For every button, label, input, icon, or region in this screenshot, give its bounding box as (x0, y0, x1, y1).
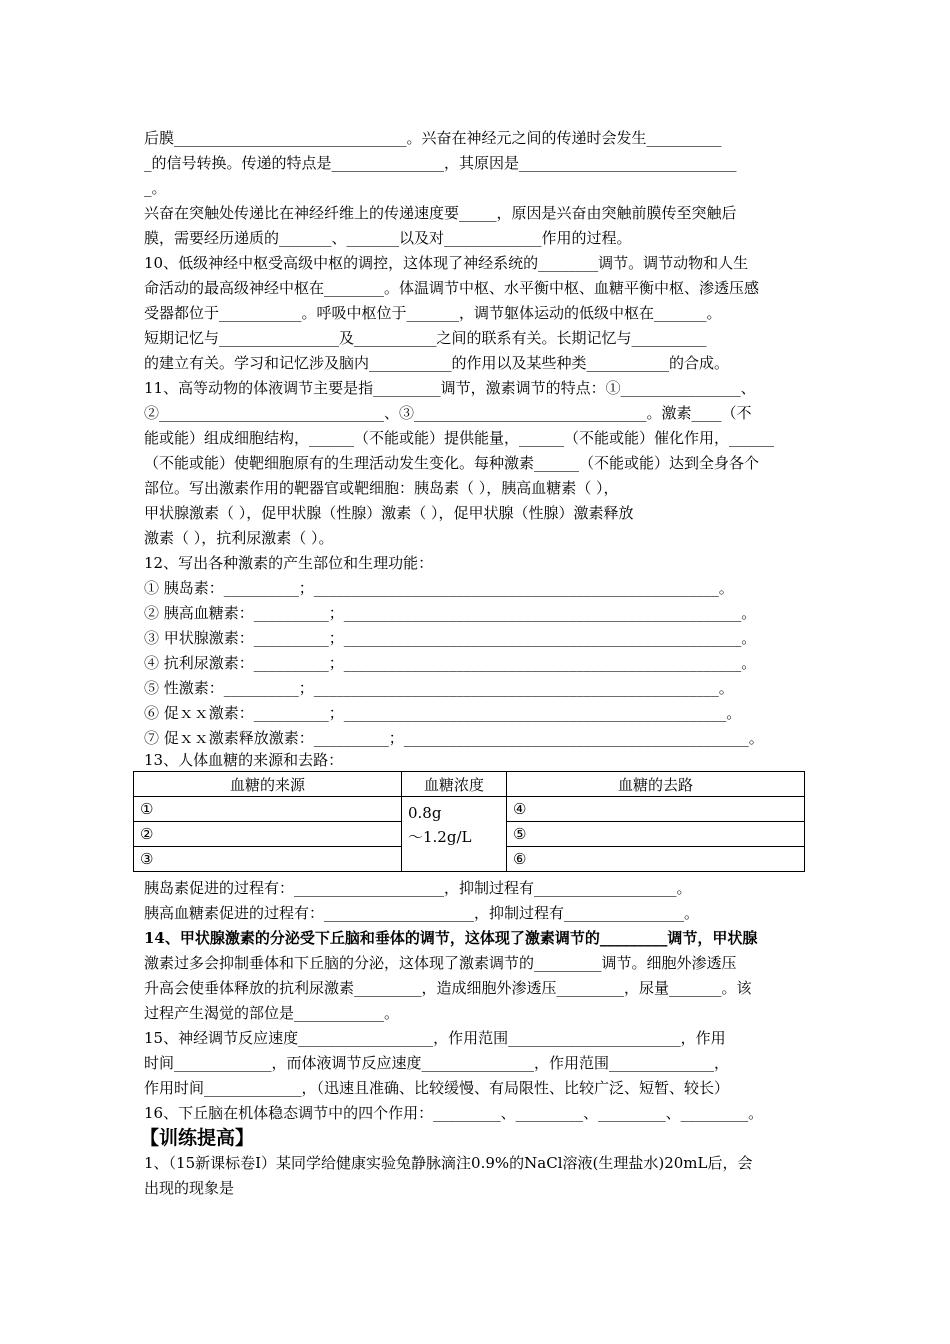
table-cell: ① (134, 797, 402, 822)
text-line: ③ 甲状腺激素：__________；_____________________________________________________。 (144, 629, 757, 647)
text-line: 15、神经调节反应速度__________________，作用范围_______________________，作用 (144, 1029, 726, 1047)
text-line: 短期记忆与________________及___________之间的联系有关。长期记忆与__________ (144, 329, 707, 347)
text-line: ④ 抗利尿激素：__________；_____________________________________________________。 (144, 654, 757, 672)
text-line: 过程产生渴觉的部位是____________。 (144, 1004, 400, 1022)
text-line: 命活动的最高级神经中枢在________。体温调节中枢、水平衡中枢、血糖平衡中枢、渗透压感 (144, 279, 760, 297)
table-header-cell: 血糖的来源 (134, 772, 402, 797)
table-cell: ⑥ (507, 847, 805, 872)
text-line: 12、写出各种激素的产生部位和生理功能： (144, 554, 434, 572)
table-row (134, 797, 805, 822)
text-line: 的建立有关。学习和记忆涉及脑内___________的作用以及某些种类___________的合成。 (144, 354, 730, 372)
text-line: 升高会使垂体释放的抗利尿激素_________，造成细胞外渗透压_________，尿量_______。该 (144, 979, 752, 997)
text-line: ① 胰岛素：__________；______________________________________________________。 (144, 579, 734, 597)
text-line: （不能或能）使靶细胞原有的生理活动发生变化。每种激素______（不能或能）达到全身各个 (144, 454, 760, 472)
text-line: 激素（ ），抗利尿激素（ ）。 (144, 529, 334, 547)
text-line: _的信号转换。传递的特点是_______________，其原因是_____________________________ (144, 154, 737, 172)
text-line: 能或能）组成细胞结构，______（不能或能）提供能量，______（不能或能）催化作用，______ (144, 429, 775, 447)
text-line: ②______________________________、③_______________________________。激素____（不 (144, 404, 752, 422)
text-line: 胰高血糖素促进的过程有：____________________，抑制过程有________________。 (144, 904, 700, 922)
table-header-cell: 血糖的去路 (507, 772, 805, 797)
text-line: 激素过多会抑制垂体和下丘脑的分泌，这体现了激素调节的_________调节。细胞外渗透压 (144, 954, 737, 972)
text-line: 13、人体血糖的来源和去路： (144, 751, 344, 769)
text-line: 16、下丘脑在机体稳态调节中的四个作用：_________、_________、_________、_________。 (144, 1104, 764, 1122)
text-line: 14、甲状腺激素的分泌受下丘脑和垂体的调节，这体现了激素调节的_________调节，甲状腺 (144, 929, 758, 947)
concentration-line: ～1.2g/L (408, 828, 472, 846)
table-cell: ③ (134, 847, 402, 872)
text-line: 兴奋在突触处传递比在神经纤维上的传递速度要_____，原因是兴奋由突触前膜传至突触后 (144, 204, 737, 222)
concentration-cell (402, 797, 507, 872)
table-cell: ② (134, 822, 402, 847)
text-line: 10、低级神经中枢受高级中枢的调控，这体现了神经系统的________调节。调节动物和人生 (144, 254, 749, 272)
text-line: 甲状腺激素（ ），促甲状腺（性腺）激素（ ），促甲状腺（性腺）激素释放 (144, 504, 634, 522)
table-cell: ⑤ (507, 822, 805, 847)
text-line: _。 (144, 179, 167, 197)
text-line: 受器都位于___________。呼吸中枢位于_______，调节躯体运动的低级中枢在_______。 (144, 304, 722, 322)
text-line: ② 胰高血糖素：__________；_____________________________________________________。 (144, 604, 757, 622)
text-line: 作用时间_____________，（迅速且准确、比较缓慢、有局限性、比较广泛、短暂、较长） (144, 1079, 730, 1097)
text-line: 11、高等动物的体液调节主要是指_________调节，激素调节的特点：①________________、 (144, 379, 756, 397)
text-line: ⑦ 促ｘｘ激素释放激素：__________；______________________________________________。 (144, 729, 764, 747)
table-header-row (134, 772, 805, 797)
blood-sugar-table (133, 771, 805, 872)
table-cell: ④ (507, 797, 805, 822)
text-line: 部位。写出激素作用的靶器官或靶细胞：胰岛素（ ），胰高血糖素（ ）， (144, 479, 619, 497)
text-line: ⑥ 促ｘｘ激素：__________；___________________________________________________。 (144, 704, 742, 722)
text-line: 膜，需要经历递质的_______、_______以及对_____________作用的过程。 (144, 229, 632, 247)
question-line: 出现的现象是 (144, 1179, 235, 1197)
text-line: 胰岛素促进的过程有：____________________，抑制过程有___________________。 (144, 879, 692, 897)
text-line: 后膜_______________________________。兴奋在神经元之间的传递时会发生__________ (144, 129, 722, 147)
concentration-line: 0.8g (408, 804, 442, 822)
table-header-cell: 血糖浓度 (402, 772, 507, 797)
text-line: 时间_____________，而体液调节反应速度_______________，作用范围______________， (144, 1054, 730, 1072)
question-line: 1、（15新课标卷Ⅰ）某同学给健康实验兔静脉滴注0.9%的NaCl溶液(生理盐水)20mL后，会 (144, 1154, 753, 1172)
text-line: ⑤ 性激素：__________；______________________________________________________。 (144, 679, 734, 697)
section-heading: 【训练提高】 (140, 1127, 255, 1149)
